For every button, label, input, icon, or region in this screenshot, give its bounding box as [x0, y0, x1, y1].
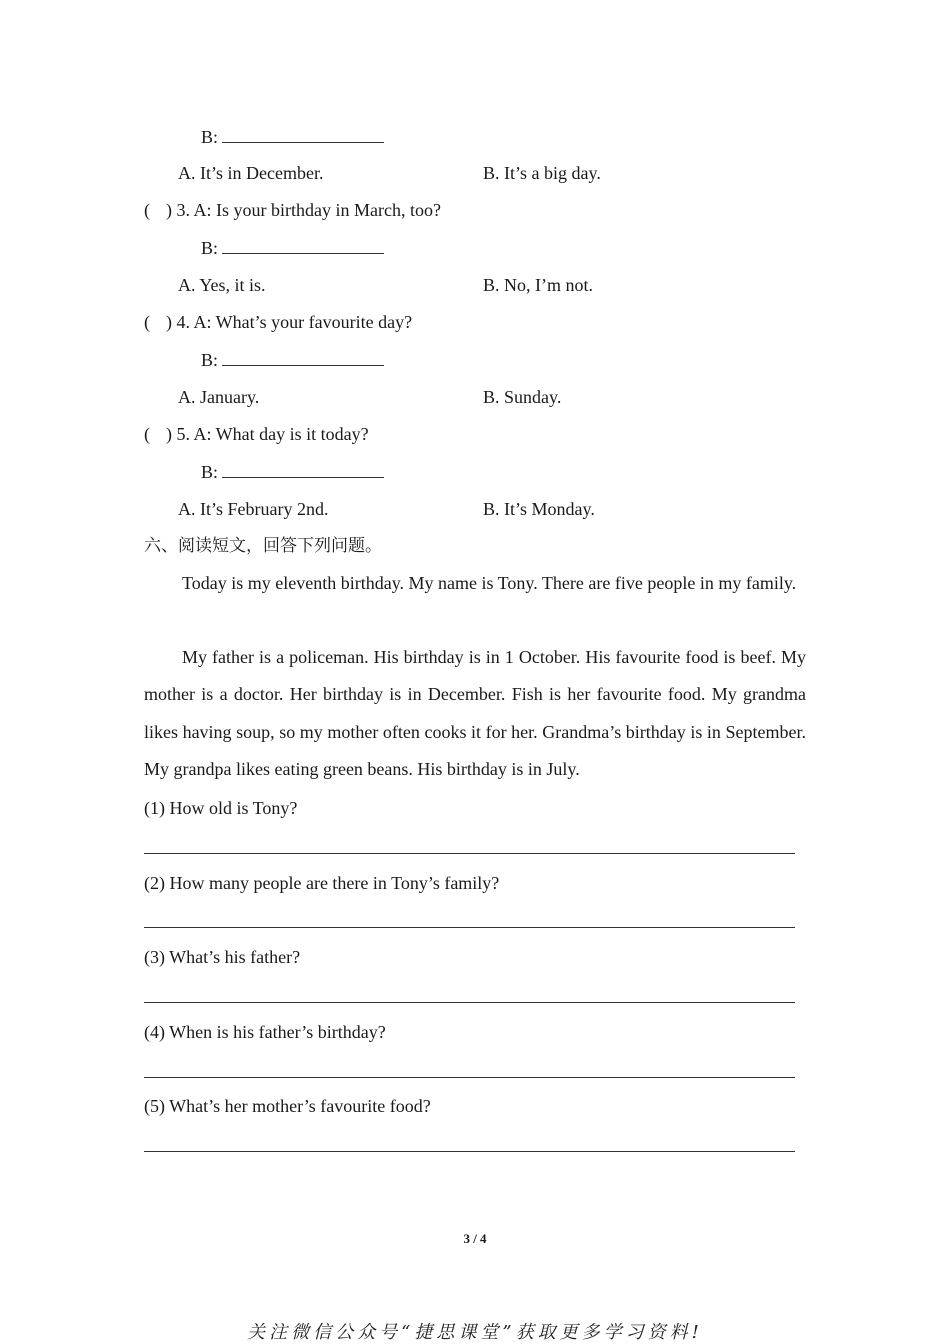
q4-paren-close: ): [166, 312, 172, 332]
footer-note: 关注微信公众号“捷思课堂”获取更多学习资料!: [247, 1322, 703, 1343]
answer-line-4[interactable]: [144, 1077, 795, 1078]
q3-option-b: B. No, I’m not.: [483, 275, 593, 295]
reading-question-2: (2) How many people are there in Tony’s family?: [144, 873, 500, 893]
q3-paren-close: ): [166, 200, 172, 220]
section6-heading: 六、阅读短文，回答下列问题。: [144, 536, 382, 556]
page-number: 3 / 4: [463, 1231, 487, 1246]
q4-b-label: B:: [201, 350, 219, 370]
q2-b-label: B:: [201, 127, 219, 147]
q3-b-label: B:: [201, 238, 219, 258]
q4-text: 4. A: What’s your favourite day?: [176, 312, 413, 332]
q3-text: 3. A: Is your birthday in March, too?: [176, 200, 441, 220]
q4-option-b: B. Sunday.: [483, 387, 562, 407]
q5-answer-blank[interactable]: [222, 459, 384, 478]
reading-question-5: (5) What’s her mother’s favourite food?: [144, 1096, 431, 1116]
q5-stem: [144, 422, 369, 446]
answer-line-1[interactable]: [144, 853, 795, 854]
q2-option-a: A. It’s in December.: [178, 163, 324, 183]
q5-text: 5. A: What day is it today?: [176, 424, 369, 444]
answer-line-2[interactable]: [144, 927, 795, 928]
q4-stem: [144, 310, 412, 334]
passage-paragraph-2: [144, 639, 806, 788]
passage-paragraph-2-text: My father is a policeman. His birthday is in 1 October. His favourite food is beef. My mother is a doctor. Her birthday is in December. Fish is her favourite food. My grandma likes having soup, so my mother often cooks it for her. Grandma’s birthday is in September. My grandpa likes eating green beans. His birthday is in July.: [144, 647, 806, 779]
reading-question-1: (1) How old is Tony?: [144, 798, 298, 818]
reading-question-3: (3) What’s his father?: [144, 947, 301, 967]
q3-answer-blank[interactable]: [222, 235, 384, 254]
q5-paren-open: (: [144, 424, 150, 444]
q3-answer-line: [201, 235, 384, 260]
q3-option-a: A. Yes, it is.: [178, 275, 266, 295]
q3-paren-open: (: [144, 200, 150, 220]
q5-b-label: B:: [201, 462, 219, 482]
passage-paragraph-1-text: Today is my eleventh birthday. My name is Tony. There are five people in my family.: [182, 573, 797, 593]
q2-answer-line: [201, 124, 384, 149]
reading-question-4: (4) When is his father’s birthday?: [144, 1022, 386, 1042]
answer-line-3[interactable]: [144, 1002, 795, 1003]
q4-answer-line: [201, 347, 384, 372]
q5-option-b: B. It’s Monday.: [483, 499, 595, 519]
q3-stem: [144, 198, 441, 222]
answer-line-5[interactable]: [144, 1151, 795, 1152]
q2-answer-blank[interactable]: [222, 124, 384, 143]
q4-option-a: A. January.: [178, 387, 260, 407]
q2-option-b: B. It’s a big day.: [483, 163, 601, 183]
passage-paragraph-1: [144, 565, 806, 602]
q5-answer-line: [201, 459, 384, 484]
q5-paren-close: ): [166, 424, 172, 444]
q4-paren-open: (: [144, 312, 150, 332]
q5-option-a: A. It’s February 2nd.: [178, 499, 329, 519]
q4-answer-blank[interactable]: [222, 347, 384, 366]
